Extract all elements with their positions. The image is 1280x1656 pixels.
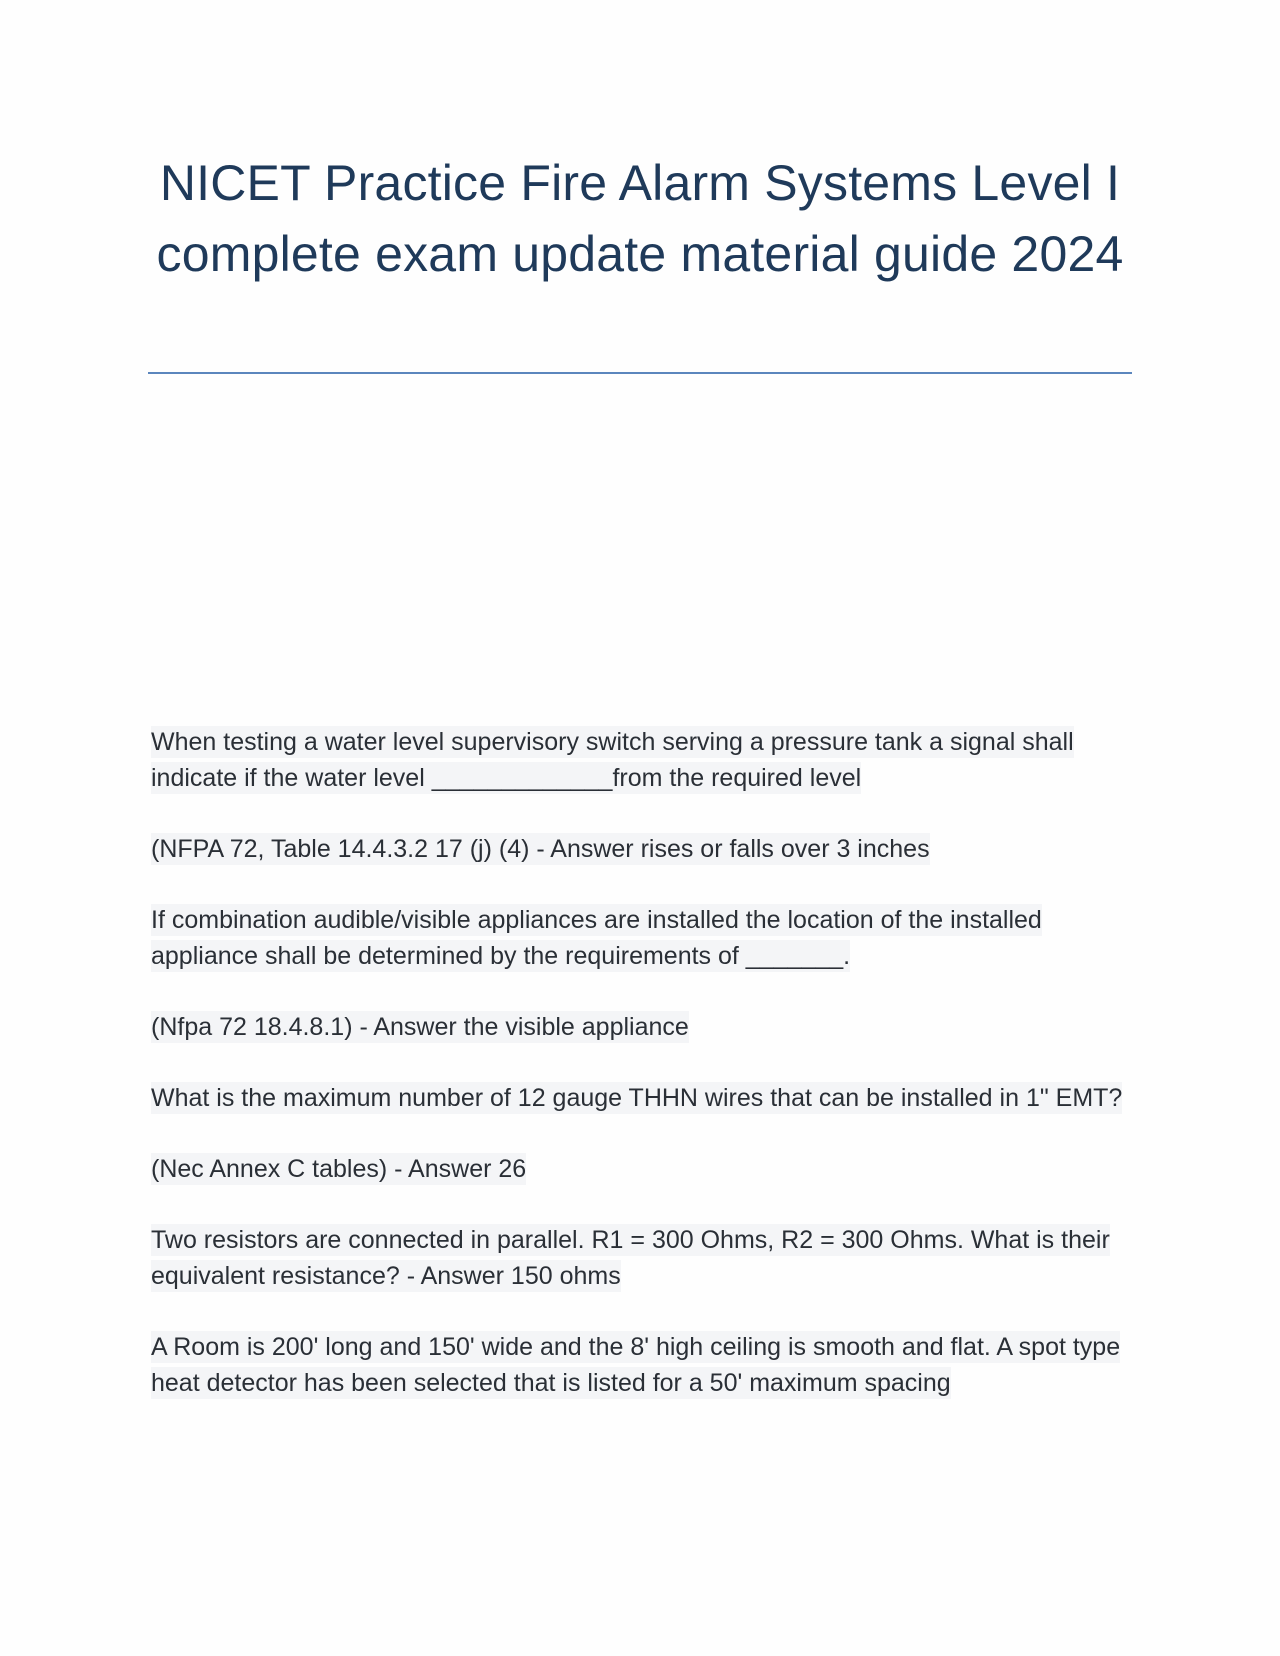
title-divider — [148, 372, 1132, 374]
document-title: NICET Practice Fire Alarm Systems Level I complete exam update material guide 2024 — [156, 155, 1124, 282]
document-body — [151, 724, 1141, 1436]
paragraph-text: (Nfpa 72 18.4.8.1) - Answer the visible appliance — [151, 1013, 689, 1041]
question-heat-detector — [151, 1329, 1141, 1401]
question-water-level — [151, 724, 1141, 796]
paragraph-text: A Room is 200' long and 150' wide and the 8' high ceiling is smooth and flat. A spot type heat detector has been selected that is listed for a 50' maximum spacing — [151, 1333, 1121, 1397]
title-block — [148, 148, 1132, 290]
answer-water-level — [151, 831, 1141, 867]
question-av-appliances — [151, 902, 1141, 974]
answer-thhn-wires — [151, 1151, 1141, 1187]
paragraph-text: When testing a water level supervisory switch serving a pressure tank a signal shall indicate if the water level _____________from the required level — [151, 728, 1074, 792]
paragraph-text: If combination audible/visible appliances are installed the location of the installed appliance shall be determined by the requirements of _______. — [151, 906, 1042, 970]
paragraph-text: (Nec Annex C tables) - Answer 26 — [151, 1155, 527, 1183]
paragraph-text: Two resistors are connected in parallel. R1 = 300 Ohms, R2 = 300 Ohms. What is their equivalent resistance? - Answer 150 ohms — [151, 1226, 1110, 1290]
answer-av-appliances — [151, 1009, 1141, 1045]
paragraph-text: (NFPA 72, Table 14.4.3.2 17 (j) (4) - Answer rises or falls over 3 inches — [151, 835, 930, 863]
question-thhn-wires — [151, 1080, 1141, 1116]
paragraph-text: What is the maximum number of 12 gauge THHN wires that can be installed in 1" EMT? — [151, 1084, 1123, 1112]
question-resistors — [151, 1222, 1141, 1294]
